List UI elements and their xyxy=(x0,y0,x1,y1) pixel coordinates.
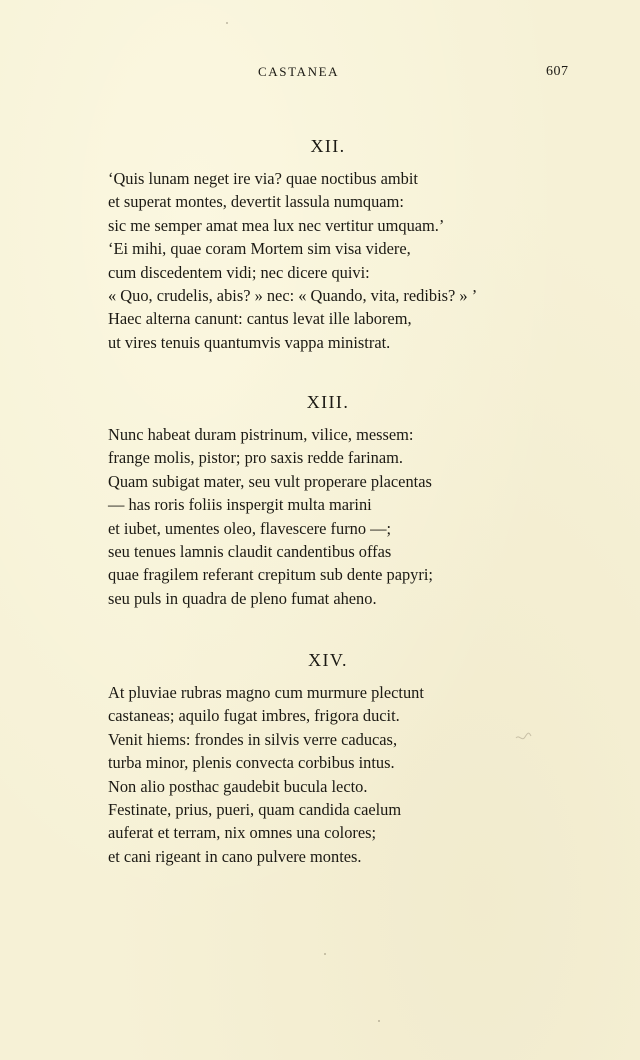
running-title: CASTANEA xyxy=(258,64,340,79)
running-head xyxy=(0,64,640,84)
verse-line: cum discedentem vidi; nec dicere quivi: xyxy=(108,262,370,282)
paper-speck xyxy=(378,1020,380,1022)
verse-line: Haec alterna canunt: cantus levat ille laborem, xyxy=(108,309,412,329)
verse-block xyxy=(108,681,424,868)
paper-speck xyxy=(324,953,326,955)
verse-line: Non alio posthac gaudebit bucula lecto. xyxy=(108,776,368,796)
verse-block xyxy=(108,167,477,354)
pencil-mark-icon xyxy=(512,726,534,748)
verse-line: frange molis, pistor; pro saxis redde farinam. xyxy=(108,448,403,468)
verse-line: ut vires tenuis quantumvis vappa ministrat. xyxy=(108,332,391,352)
verse-line: et iubet, umentes oleo, flavescere furno —; xyxy=(108,518,392,538)
verse-line: et superat montes, devertit lassula numquam: xyxy=(108,192,404,212)
page-number: 607 xyxy=(546,64,569,79)
verse-line: quae fragilem referant crepitum sub dente papyri; xyxy=(108,565,433,585)
verse-line: ‘Quis lunam neget ire via? quae noctibus ambit xyxy=(108,169,418,188)
verse-line: castaneas; aquilo fugat imbres, frigora ducit. xyxy=(108,706,400,726)
verse-line: Nunc habeat duram pistrinum, vilice, messem: xyxy=(108,425,414,444)
verse-line: seu tenues lamnis claudit candentibus offas xyxy=(108,541,392,561)
verse-line: — has roris foliis inspergit multa marini xyxy=(108,495,372,515)
paper-speck xyxy=(226,22,228,24)
verse-line: At pluviae rubras magno cum murmure plectunt xyxy=(108,683,424,702)
section-heading: XIV. xyxy=(308,650,348,670)
verse-line: sic me semper amat mea lux nec vertitur umquam.’ xyxy=(108,215,445,235)
verse-line: turba minor, plenis convecta corbibus intus. xyxy=(108,753,395,773)
section-heading: XIII. xyxy=(306,392,350,412)
verse-line: « Quo, crudelis, abis? » nec: « Quando, vita, redibis? » ’ xyxy=(108,285,478,305)
verse-line: Festinate, prius, pueri, quam candida caelum xyxy=(108,799,402,819)
verse-line: auferat et terram, nix omnes una colores; xyxy=(108,823,377,843)
verse-block xyxy=(108,423,433,610)
verse-line: et cani rigeant in cano pulvere montes. xyxy=(108,846,362,866)
section-heading: XII. xyxy=(310,136,346,156)
verse-line: seu puls in quadra de pleno fumat aheno. xyxy=(108,588,377,608)
verse-line: Quam subigat mater, seu vult properare placentas xyxy=(108,471,432,491)
verse-line: Venit hiems: frondes in silvis verre caducas, xyxy=(108,729,398,749)
verse-line: ‘Ei mihi, quae coram Mortem sim visa videre, xyxy=(108,239,411,259)
